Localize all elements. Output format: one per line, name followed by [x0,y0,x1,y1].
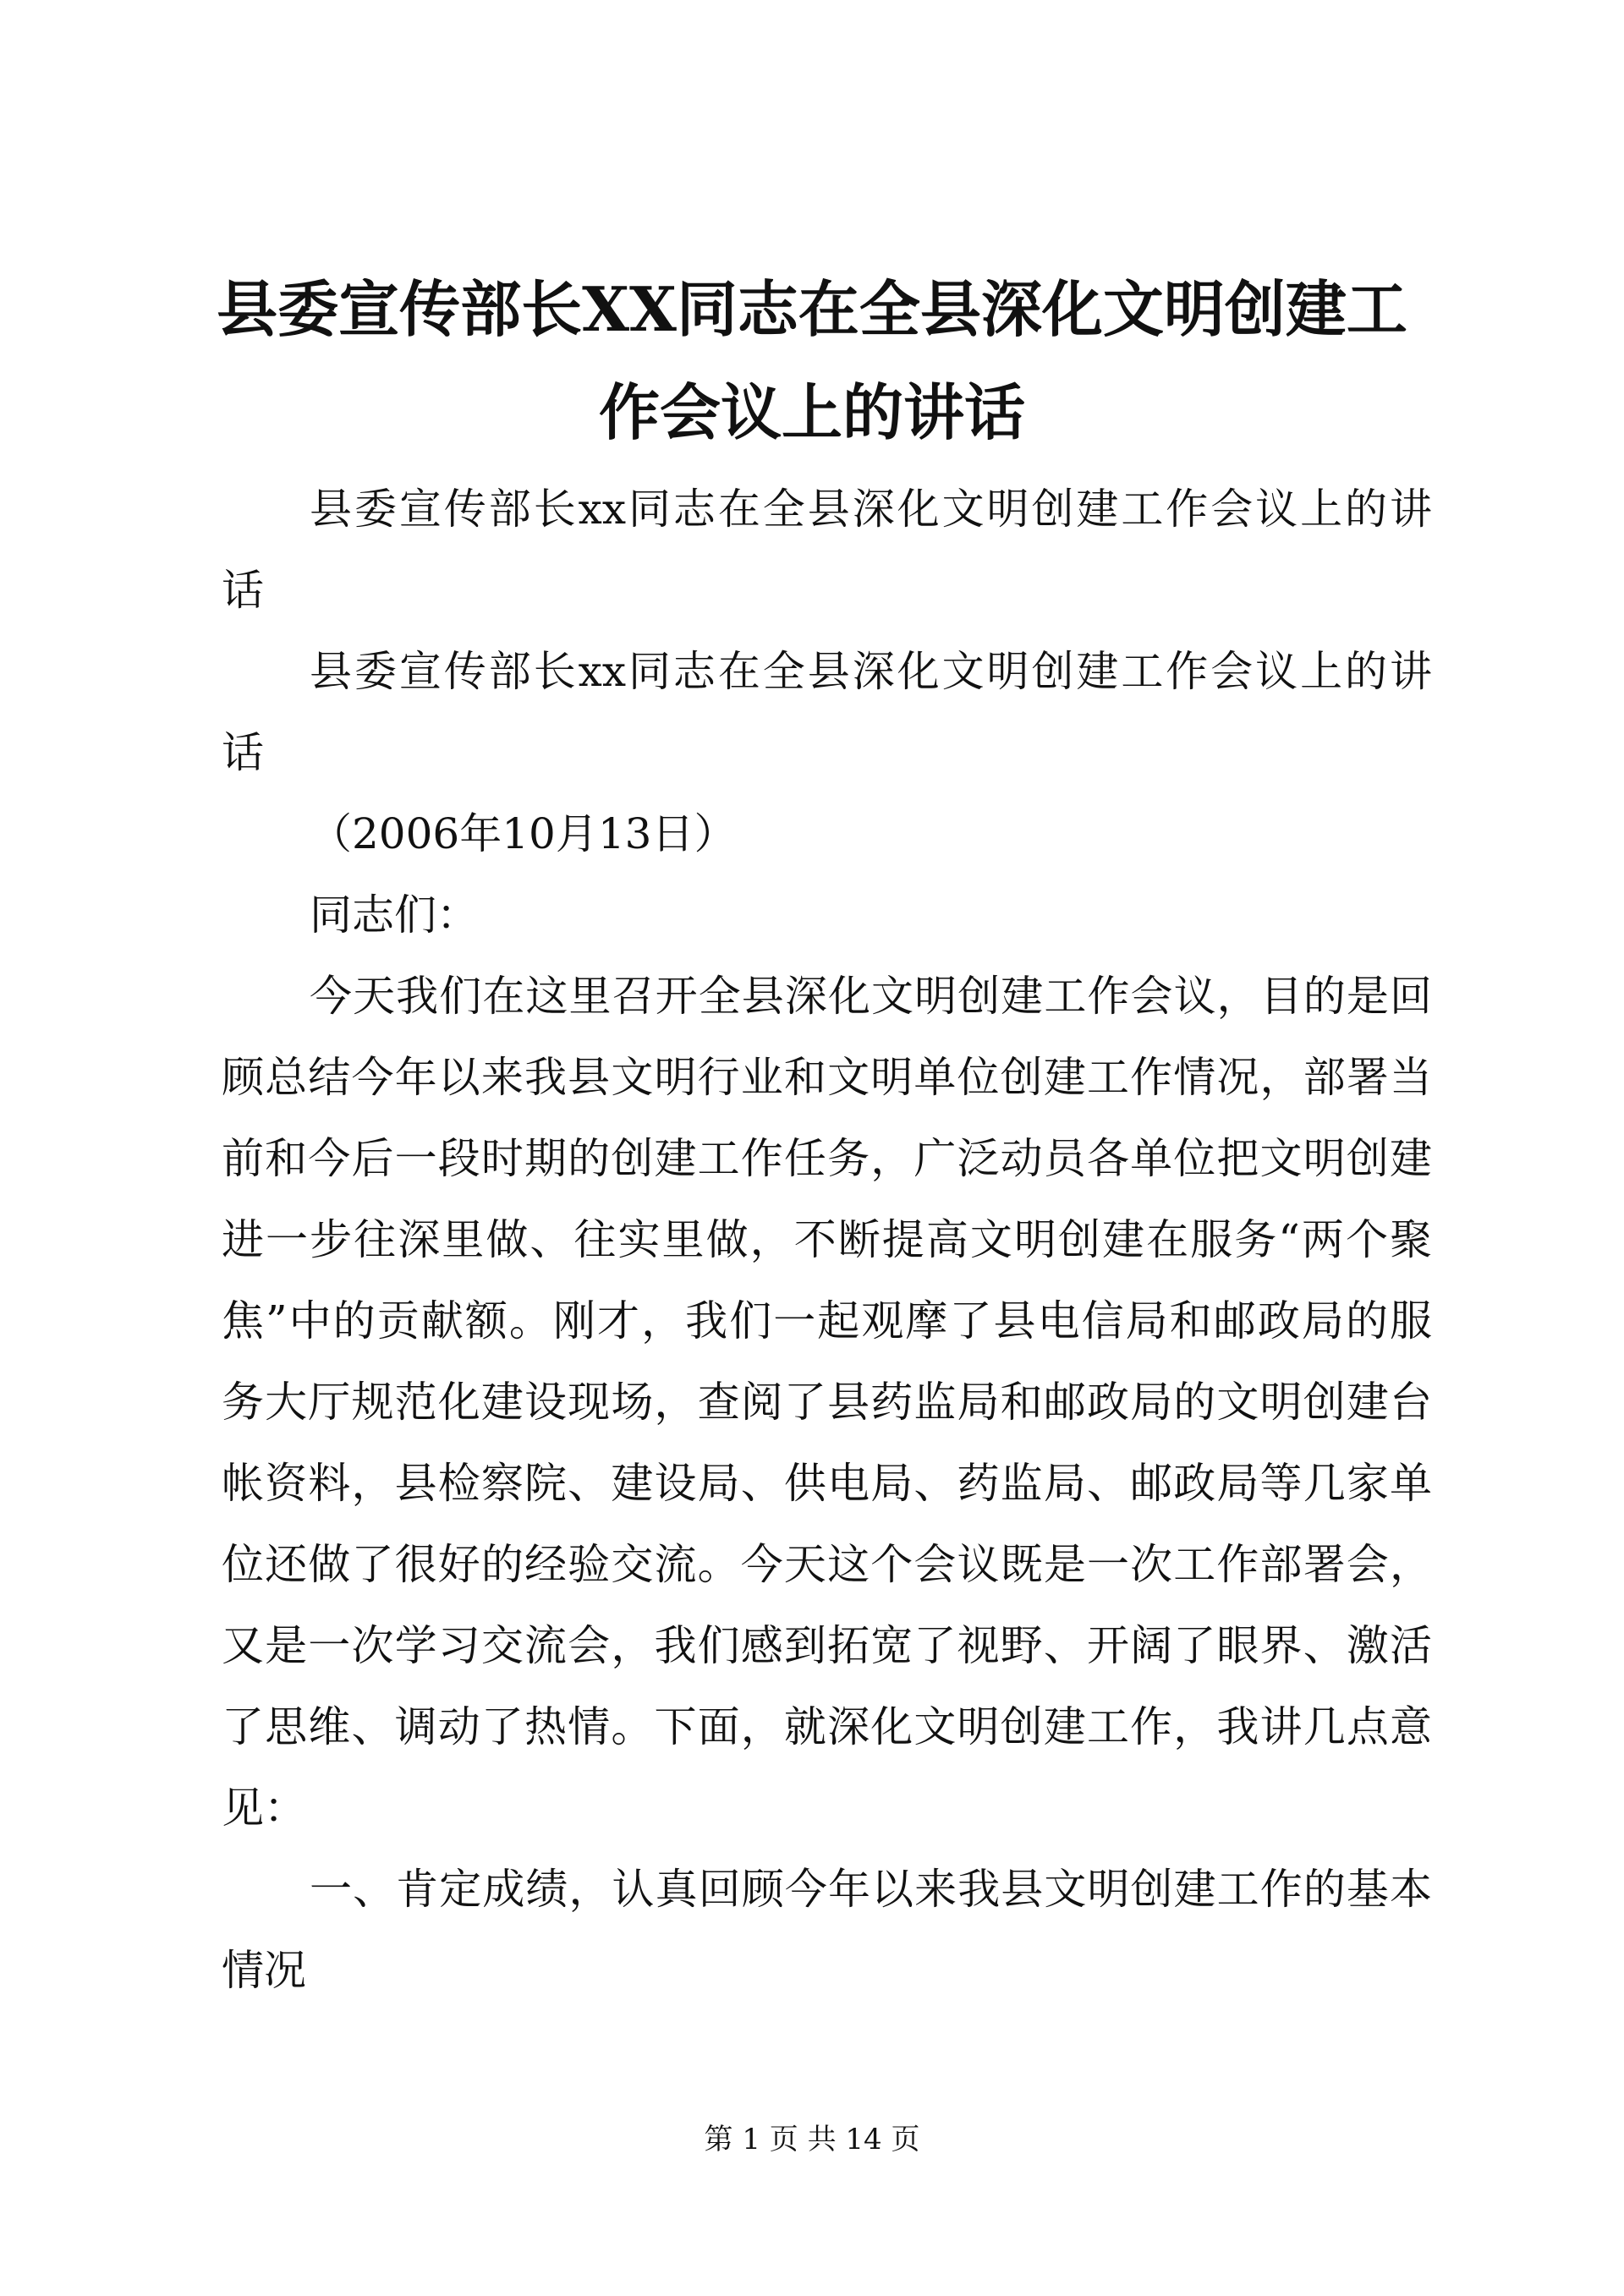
paragraph-line: 位还做了很好的经验交流。今天这个会议既是一次工作部署会， [222,1540,1432,1589]
paragraph [222,874,1432,956]
paragraph-line: 今天我们在这里召开全县深化文明创建工作会议，目的是回 [310,972,1432,1021]
paragraph-line: 同志们： [310,890,479,940]
paragraph-line: 务大厅规范化建设现场，查阅了县药监局和邮政局的文明创建台 [222,1378,1432,1427]
paragraph-line: 话 [222,728,264,777]
paragraph [222,793,1432,874]
paragraph [222,956,1432,1849]
paragraph-line: 话 [222,566,264,615]
title-line-1: 县委宣传部长XX同志在全县深化文明创建工 [217,273,1407,345]
paragraph-line: 前和今后一段时期的创建工作任务，广泛动员各单位把文明创建 [222,1134,1432,1183]
paragraph [222,469,1432,631]
paragraph-line: 进一步往深里做、往实里做，不断提高文明创建在服务“两个聚 [222,1215,1432,1264]
paragraph-line: 一、肯定成绩，认真回顾今年以来我县文明创建工作的基本 [310,1865,1432,1914]
paragraph-line: 情况 [222,1946,306,1995]
document-title [0,258,1624,464]
paragraph [222,631,1432,793]
paragraph [222,1849,1432,2011]
document-body [222,469,1432,2011]
page-footer: 第 1 页 共 14 页 [704,2123,920,2156]
paragraph-line: 焦”中的贡献额。刚才，我们一起观摩了县电信局和邮政局的服 [222,1296,1432,1345]
paragraph-line: 又是一次学习交流会，我们感到拓宽了视野、开阔了眼界、激活 [222,1621,1432,1670]
title-line-2: 作会议上的讲话 [598,376,1025,448]
paragraph-line: 县委宣传部长xx同志在全县深化文明创建工作会议上的讲 [310,647,1432,696]
paragraph-line: 顾总结今年以来我县文明行业和文明单位创建工作情况，部署当 [222,1053,1432,1102]
paragraph-line: 了思维、调动了热情。下面，就深化文明创建工作，我讲几点意 [222,1702,1432,1751]
paragraph-line: 县委宣传部长xx同志在全县深化文明创建工作会议上的讲 [310,485,1432,534]
paragraph-line: （2006年10月13日） [310,809,737,858]
paragraph-line: 见： [222,1784,306,1833]
paragraph-line: 帐资料，县检察院、建设局、供电局、药监局、邮政局等几家单 [222,1459,1432,1508]
